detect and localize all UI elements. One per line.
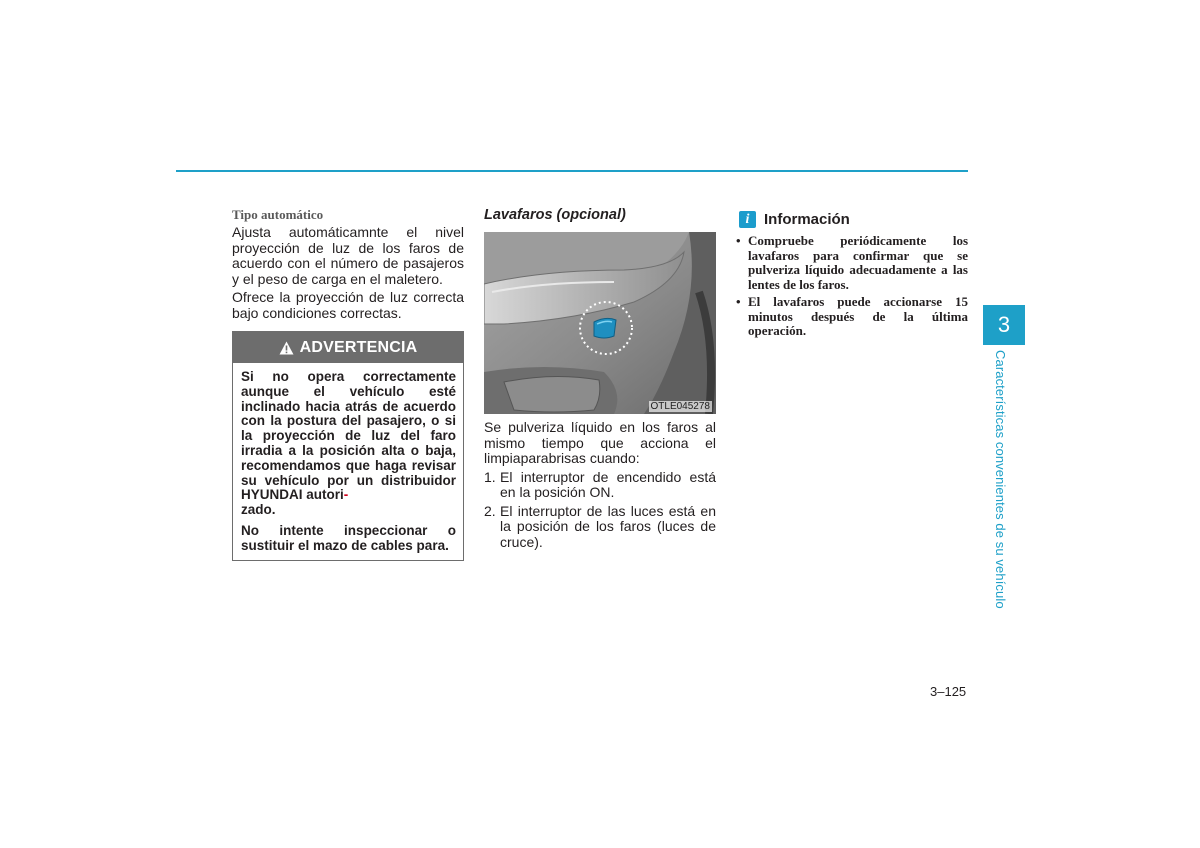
info-header: [736, 211, 968, 228]
warning-box: [232, 331, 464, 561]
list-item: [736, 234, 968, 292]
list-item: [484, 470, 716, 501]
paragraph-auto-adjust: Ajusta automáticamnte el nivel proyección de luz de los faros de acuerdo con el número de pasajeros y el peso de carga en el maletero.: [232, 224, 464, 287]
info-icon: i: [739, 211, 756, 228]
warning-paragraph-1: [241, 370, 456, 518]
chapter-side-title: [992, 350, 1012, 610]
warning-text-main: Si no opera correctamente aunque el vehículo esté inclinado hacia atrás de acuerdo con la postura del pasajero, o si la proyección de luz del faro irradia a la posición alta o baja, recomendamos que haga revisar su vehículo por un distribuidor HYUNDAI autori: [241, 369, 456, 503]
warning-header: [233, 332, 463, 363]
chapter-number-tab: 3: [983, 305, 1025, 345]
list-text: El interruptor de encendido está en la posición ON.: [500, 468, 716, 500]
info-title: Información: [764, 211, 850, 228]
column-information: [736, 211, 968, 342]
page-number: 3–125: [930, 684, 967, 699]
list-number: 1.: [484, 468, 496, 485]
paragraph-correct-projection: Ofrece la proyección de luz correcta bajo condiciones correctas.: [232, 289, 464, 321]
list-number: 2.: [484, 502, 496, 519]
list-item: [484, 504, 716, 551]
warning-paragraph-2: No intente inspeccionar o sustituir el mazo de cables para.: [241, 522, 456, 553]
bullet: •: [736, 233, 741, 248]
column-headlamp-washer: [484, 207, 716, 553]
warning-triangle-icon: [279, 341, 294, 355]
list-text: El lavafaros puede accionarse 15 minutos después de la última operación.: [748, 294, 968, 338]
washer-conditions-list: [484, 470, 716, 551]
bullet: •: [736, 294, 741, 309]
list-item: [736, 295, 968, 339]
paragraph-washer-intro: Se pulveriza líquido en los faros al mismo tiempo que acciona el limpiaparabrisas cuando:: [484, 419, 716, 466]
top-rule: [176, 170, 968, 172]
subheading-tipo-automatico: Tipo automático: [232, 207, 324, 222]
info-list: [736, 234, 968, 339]
warning-text-end: zado.: [241, 502, 276, 518]
warning-body: [233, 363, 463, 560]
list-text: El interruptor de las luces está en la posición de los faros (luces de cruce).: [500, 502, 716, 550]
chapter-title: Características convenientes de su vehículo: [993, 350, 1008, 609]
image-code: OTLE045278: [650, 401, 710, 412]
column-auto-leveling: [232, 207, 464, 561]
headlamp-washer-photo: [484, 232, 716, 414]
warning-title: ADVERTENCIA: [299, 338, 418, 356]
warning-hyphen: -: [343, 487, 349, 503]
list-text: Compruebe periódicamente los lavafaros para confirmar que se pulveriza líquido adecuadamente a las lentes de los faros.: [748, 233, 968, 292]
section-title-lavafaros: Lavafaros (opcional): [484, 207, 626, 223]
headlamp-washer-illustration: [484, 232, 716, 414]
